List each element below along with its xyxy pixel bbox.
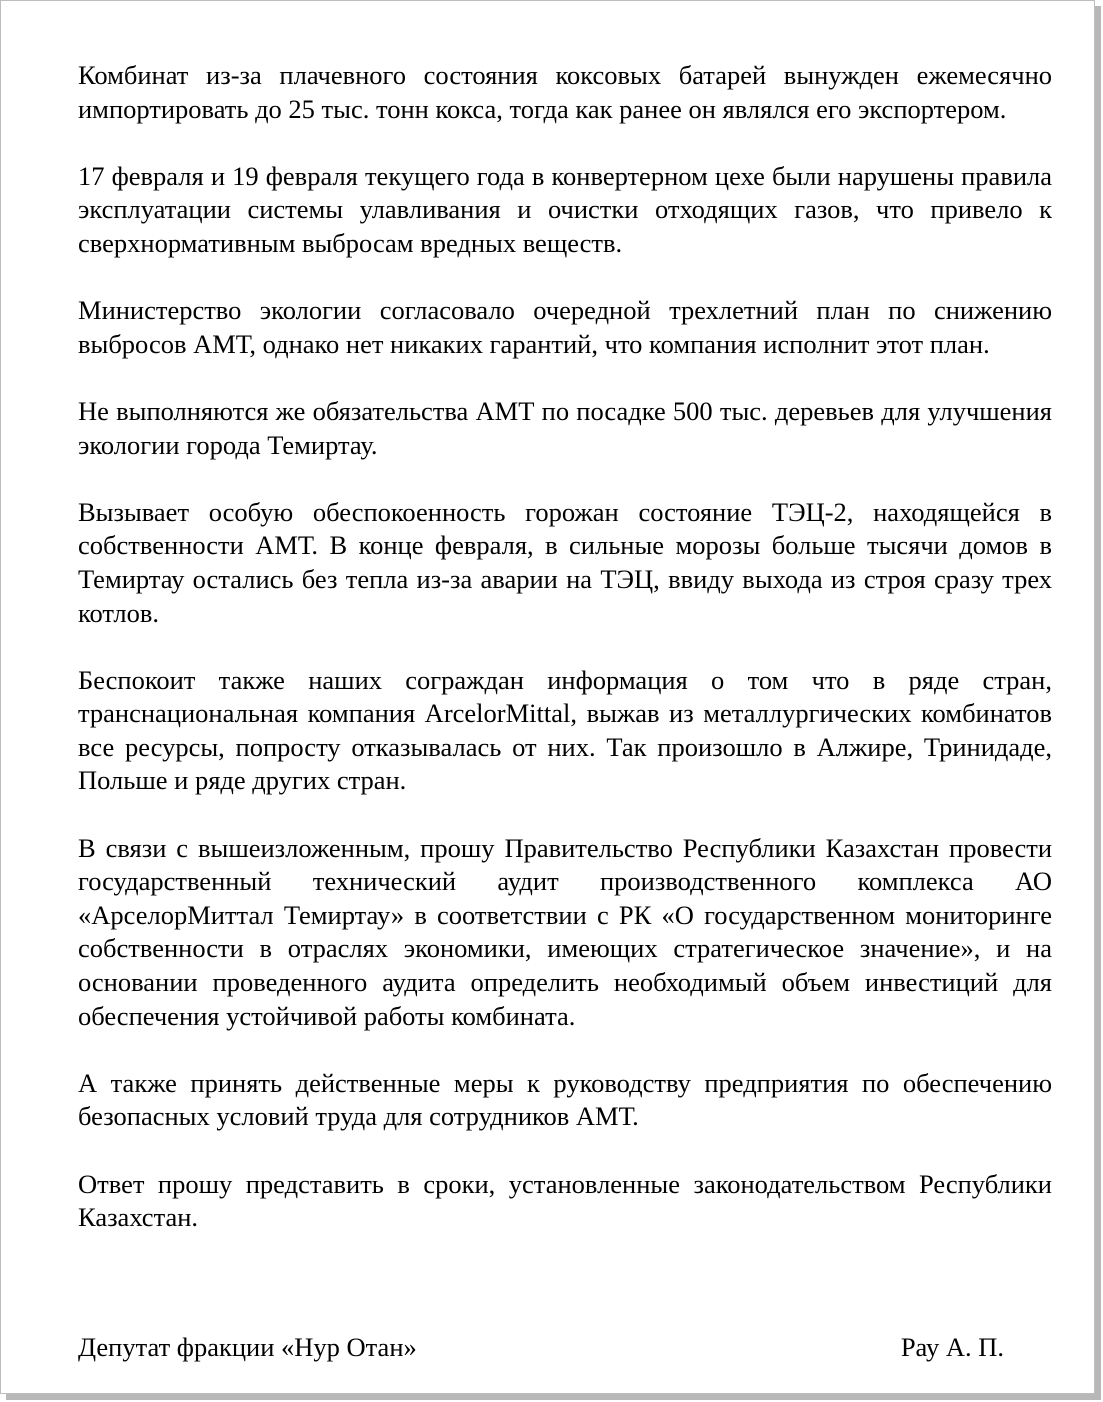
paragraph-gas-emissions: 17 февраля и 19 февраля текущего года в конвертерном цехе были нарушены правила эксплуатации системы улавливания и очистки отходящих газов, что привело к сверхнормативным выбросам вредных веществ.	[78, 160, 1052, 258]
paragraph-coke-import: Комбинат из-за плачевного состояния коксовых батарей вынужден ежемесячно импортировать до 25 тыс. тонн кокса, тогда как ранее он являлся его экспортером.	[78, 60, 1052, 124]
paragraph-ecology-plan: Министерство экологии согласовало очередной трехлетний план по снижению выбросов АМТ, однако нет никаких гарантий, что компания исполнит этот план.	[78, 295, 1052, 359]
signature-name: Рау А. П.	[900, 1332, 1004, 1362]
paragraph-tree-planting: Не выполняются же обязательства АМТ по посадке 500 тыс. деревьев для улучшения экологии города Темиртау.	[78, 395, 1052, 460]
paragraph-response-deadline: Ответ прошу представить в сроки, установленные законодательством Республики Казахстан.	[78, 1168, 1052, 1233]
document-body	[78, 59, 1052, 1268]
paragraph-power-plant: Вызывает особую обеспокоенность горожан состояние ТЭЦ-2, находящейся в собственности АМТ. В конце февраля, в сильные морозы больше тысячи домов в Темиртау остались без тепла из-за аварии на ТЭЦ, ввиду выхода из строя сразу трех котлов.	[78, 496, 1052, 628]
paragraph-arcelormittal-history: Беспокоит также наших сограждан информация о том что в ряде стран, транснациональная компания ArcelorMittal, выжав из металлургических комбинатов все ресурсы, попросту отказывалась от них. Так произошло в Алжире, Тринидаде, Польше и ряде других стран.	[78, 664, 1052, 796]
signature-line	[78, 1331, 1004, 1365]
paragraph-safety-measures: А также принять действенные меры к руководству предприятия по обеспечению безопасных условий труда для сотрудников АМТ.	[78, 1067, 1052, 1132]
paragraph-audit-request: В связи с вышеизложенным, прошу Правительство Республики Казахстан провести государственный технический аудит производственного комплекса АО «АрселорМиттал Темиртау» в соответствии с РК «О государственном мониторинге собственности в отраслях экономики, имеющих стратегическое значение», и на основании проведенного аудита определить необходимый объем инвестиций для обеспечения устойчивой работы комбината.	[78, 832, 1052, 1031]
signature-position: Депутат фракции «Нур Отан»	[78, 1332, 417, 1362]
